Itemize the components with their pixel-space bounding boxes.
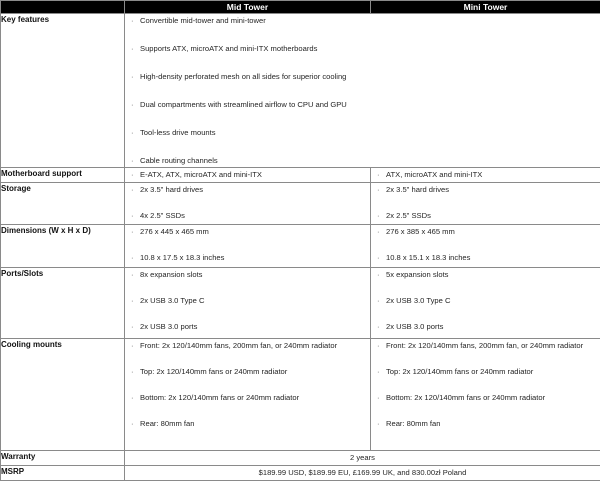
list-item: · 5x expansion slots [377, 270, 596, 280]
mini-cell [371, 339, 600, 451]
row-dimensions [1, 225, 600, 268]
key-features-cell [125, 14, 600, 168]
row-ports-slots [1, 268, 600, 339]
header-blank-cell [1, 1, 125, 14]
list-item: · 276 x 445 x 465 mm [131, 227, 366, 237]
list-item: · 4x 2.5" SSDs [131, 211, 366, 221]
header-row [1, 1, 600, 14]
row-warranty [1, 451, 600, 466]
mini-cell [371, 183, 600, 225]
mid-cell [125, 339, 371, 451]
list-item: · 2x 3.5" hard drives [131, 185, 366, 195]
list-item: · Top: 2x 120/140mm fans or 240mm radiator [131, 367, 366, 377]
key-features-list [125, 14, 600, 166]
list-item: · Dual compartments with streamlined airflow to CPU and GPU [131, 100, 596, 110]
row-label: Ports/Slots [1, 268, 125, 339]
mid-cell [125, 183, 371, 225]
list-item: · Convertible mid-tower and mini-tower [131, 16, 596, 26]
list-item: · 10.8 x 15.1 x 18.3 inches [377, 253, 596, 263]
mid-cell [125, 225, 371, 268]
row-label: MSRP [1, 466, 125, 481]
header-mid-tower: Mid Tower [125, 1, 371, 14]
row-storage [1, 183, 600, 225]
list-item: · 276 x 385 x 465 mm [377, 227, 596, 237]
list-item: · Front: 2x 120/140mm fans, 200mm fan, or 240mm radiator [131, 341, 366, 351]
row-motherboard-support [1, 168, 600, 183]
list-item: · 10.8 x 17.5 x 18.3 inches [131, 253, 366, 263]
row-cooling-mounts [1, 339, 600, 451]
row-msrp [1, 466, 600, 481]
mini-cell [371, 268, 600, 339]
row-label: Key features [1, 14, 125, 168]
row-label: Dimensions (W x H x D) [1, 225, 125, 268]
list-item: · 2x USB 3.0 Type C [131, 296, 366, 306]
list-item: · E-ATX, ATX, microATX and mini-ITX [131, 170, 366, 180]
row-label: Motherboard support [1, 168, 125, 183]
mini-cell [371, 225, 600, 268]
list-item: · 8x expansion slots [131, 270, 366, 280]
list-item: · Bottom: 2x 120/140mm fans or 240mm radiator [377, 393, 596, 403]
row-key-features [1, 14, 600, 168]
row-label: Cooling mounts [1, 339, 125, 451]
list-item: · ATX, microATX and mini-ITX [377, 170, 596, 180]
list-item: · Front: 2x 120/140mm fans, 200mm fan, or 240mm radiator [377, 341, 596, 351]
mid-cell [125, 168, 371, 183]
list-item: · Rear: 80mm fan [377, 419, 596, 429]
header-mini-tower: Mini Tower [371, 1, 600, 14]
list-item: · Supports ATX, microATX and mini-ITX motherboards [131, 44, 596, 54]
list-item: · 2x USB 3.0 ports [131, 322, 366, 332]
list-item: · 2x 2.5" SSDs [377, 211, 596, 221]
list-item: · 2x 3.5" hard drives [377, 185, 596, 195]
list-item: · 2x USB 3.0 Type C [377, 296, 596, 306]
row-label: Warranty [1, 451, 125, 466]
list-item: · 2x USB 3.0 ports [377, 322, 596, 332]
msrp-value: $189.99 USD, $189.99 EU, £169.99 UK, and 830.00zł Poland [125, 466, 600, 481]
list-item: · Bottom: 2x 120/140mm fans or 240mm radiator [131, 393, 366, 403]
list-item: · Tool-less drive mounts [131, 128, 596, 138]
row-label: Storage [1, 183, 125, 225]
list-item: · Top: 2x 120/140mm fans or 240mm radiator [377, 367, 596, 377]
list-item: · Cable routing channels [131, 156, 596, 166]
mid-cell [125, 268, 371, 339]
warranty-value: 2 years [125, 451, 600, 466]
list-item: · High-density perforated mesh on all sides for superior cooling [131, 72, 596, 82]
mini-cell [371, 168, 600, 183]
list-item: · Rear: 80mm fan [131, 419, 366, 429]
